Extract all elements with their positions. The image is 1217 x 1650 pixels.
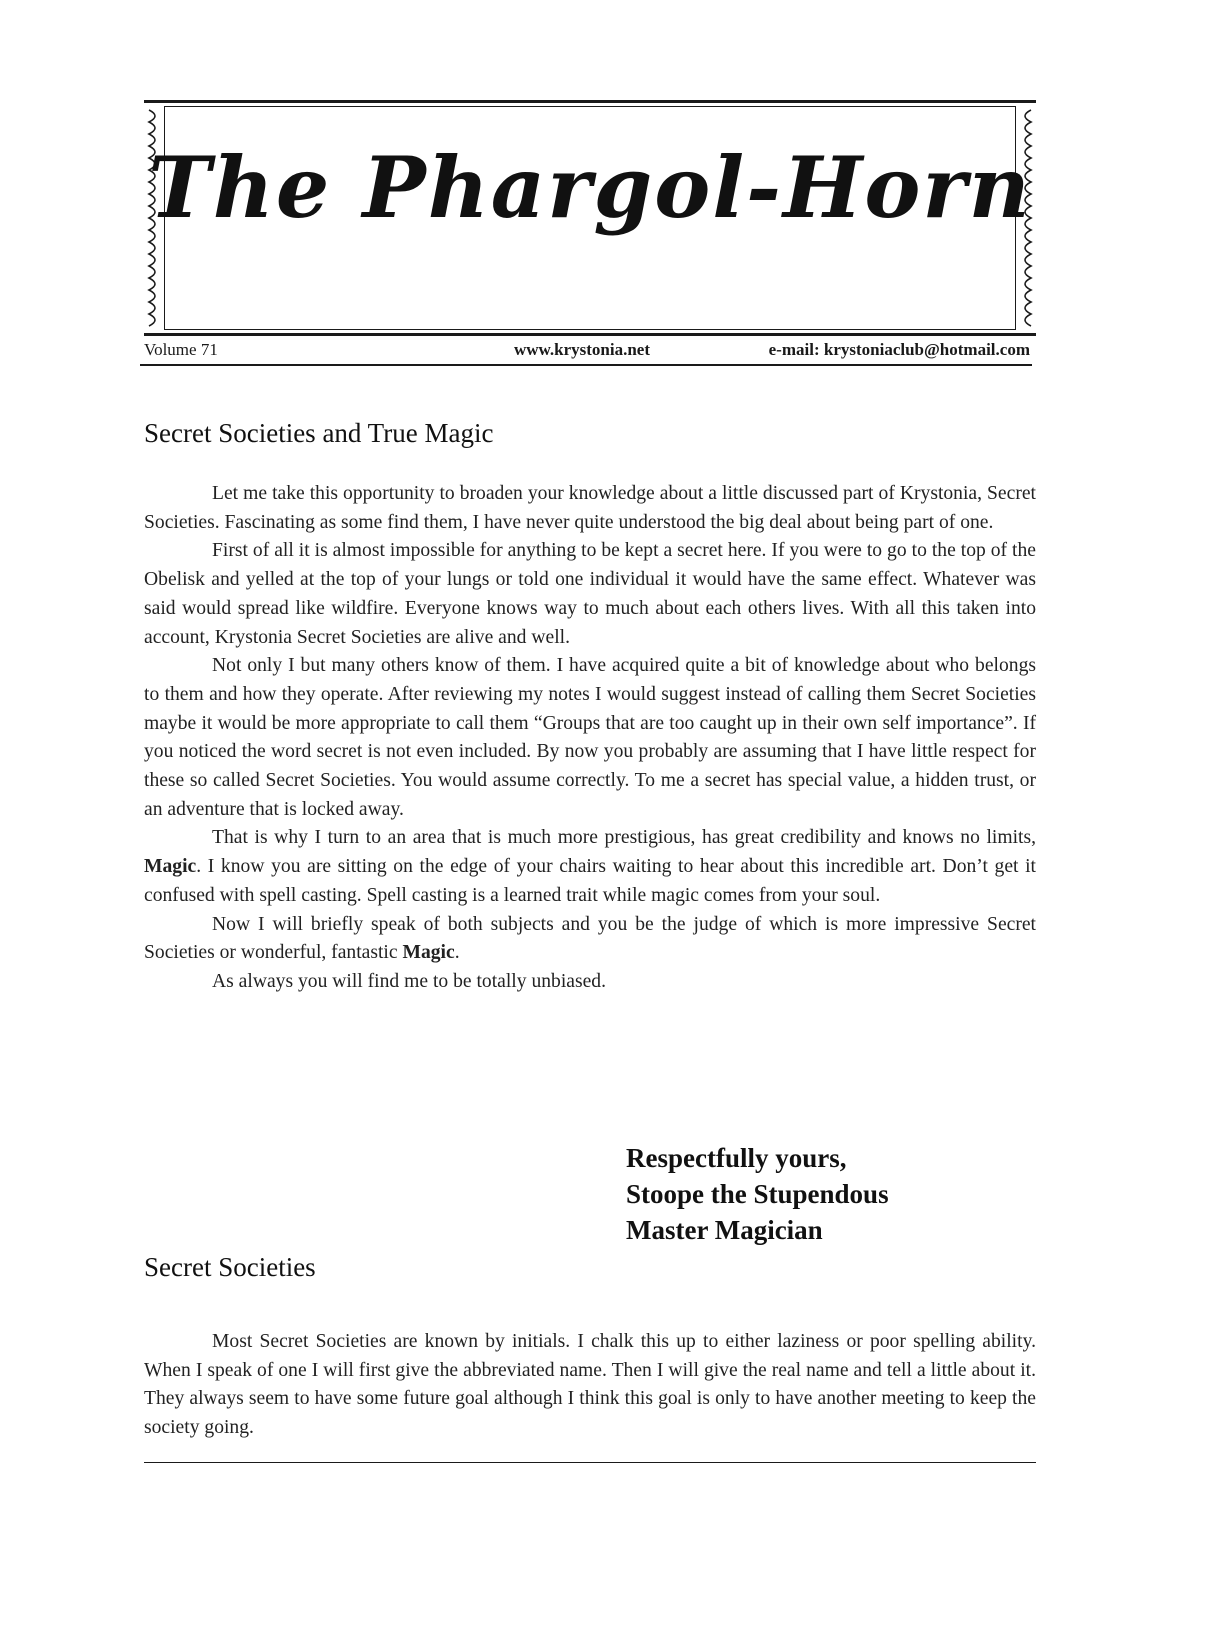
signature-block bbox=[626, 1140, 889, 1248]
header-divider bbox=[140, 364, 1032, 366]
text-run: That is why I turn to an area that is much more prestigious, has great credibility and knows no limits, bbox=[212, 827, 1036, 849]
footer-divider bbox=[144, 1462, 1036, 1463]
magic-emphasis: Magic bbox=[144, 856, 197, 878]
article-body-1 bbox=[144, 480, 1036, 997]
masthead bbox=[144, 100, 1036, 336]
paragraph bbox=[144, 824, 1036, 910]
info-bar bbox=[144, 338, 1036, 364]
signature-title: Master Magician bbox=[626, 1215, 823, 1245]
magic-emphasis: Magic bbox=[402, 942, 455, 964]
paragraph: Let me take this opportunity to broaden your knowledge about a little discussed part of Krystonia, Secret Societies. Fascinating as some find them, I have never quite understood the big deal about being part of one. bbox=[144, 483, 1036, 533]
paragraph: First of all it is almost impossible for anything to be kept a secret here. If you were to go to the top of the Obelisk and yelled at the top of your lungs or told one individual it would have the same effect. Whatever was said would spread like wildfire. Everyone knows way to much about each others lives. With all this taken into account, Krystonia Secret Societies are alive and well. bbox=[144, 540, 1036, 648]
website-link[interactable]: www.krystonia.net bbox=[514, 340, 651, 359]
signature-name: Stoope the Stupendous bbox=[626, 1179, 889, 1209]
volume-label: Volume 71 bbox=[144, 340, 218, 359]
text-run: . I know you are sitting on the edge of your chairs waiting to hear about this incredible art. Don’t get it confused with spell casting. Spell casting is a learned trait while magic comes from your soul. bbox=[144, 856, 1036, 906]
paragraph bbox=[144, 911, 1036, 968]
text-run: . bbox=[454, 942, 460, 964]
paragraph: As always you will find me to be totally unbiased. bbox=[212, 970, 606, 992]
newsletter-title: The Phargol-Horn bbox=[148, 138, 1032, 237]
paragraph: Most Secret Societies are known by initials. I chalk this up to either laziness or poor spelling ability. When I speak of one I will first give the abbreviated name. Then I will give the real name and tell a little about it. They always seem to have some future goal although I think this goal is only to have another meeting to keep the society going. bbox=[144, 1331, 1036, 1439]
text-run: Now I will briefly speak of both subjects and you be the judge of which is more impressive Secret Societies or wonderful, fantastic bbox=[144, 913, 1036, 964]
paragraph: Not only I but many others know of them. I have acquired quite a bit of knowledge about who belongs to them and how they operate. After reviewing my notes I would suggest instead of calling them Secret Societies maybe it would be more appropriate to call them “Groups that are too caught up in their own self importance”. If you noticed the word secret is not even included. By now you probably are assuming that I have little respect for these so called Secret Societies. You would assume correctly. To me a secret has special value, a hidden trust, or an adventure that is locked away. bbox=[144, 655, 1036, 820]
signature-closing: Respectfully yours, bbox=[626, 1143, 847, 1173]
article-heading-secret-societies-true-magic: Secret Societies and True Magic bbox=[144, 418, 494, 448]
email-link[interactable]: e-mail: krystoniaclub@hotmail.com bbox=[768, 340, 1030, 359]
article-body-2 bbox=[144, 1328, 1036, 1443]
article-heading-secret-societies: Secret Societies bbox=[144, 1252, 316, 1282]
